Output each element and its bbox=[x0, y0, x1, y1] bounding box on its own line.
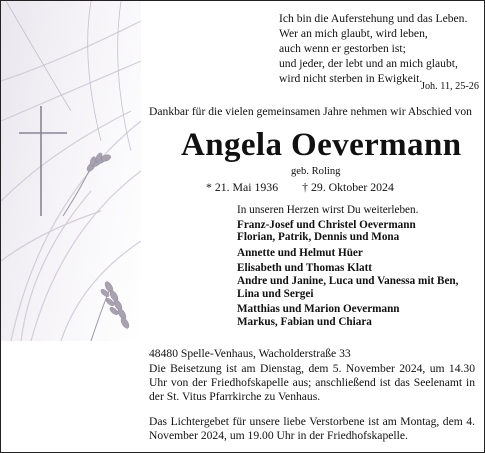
quote-line: auch wenn er gestorben ist; bbox=[279, 42, 406, 55]
life-dates bbox=[206, 180, 394, 195]
mourner-line: Markus, Fabian und Chiara bbox=[237, 315, 372, 328]
prayer-info: Das Lichtergebet für unsere liebe Verstorbene ist am Montag, dem 4. November 2024, um 19.00 Uhr in der Friedhofskapelle. bbox=[149, 415, 475, 442]
birth-name: geb. Roling bbox=[291, 166, 341, 177]
wheat-ear-icon bbox=[91, 280, 131, 341]
quote-line: wird nicht sterben in Ewigkeit. bbox=[279, 72, 423, 85]
mourner-line: Matthias und Marion Oevermann bbox=[237, 303, 400, 316]
mourner-line: Andre und Janine, Luca und Vanessa mit Ben, bbox=[237, 274, 459, 287]
quote-source: Joh. 11, 25-26 bbox=[421, 81, 479, 92]
mourners-heading: In unseren Herzen wirst Du weiterleben. bbox=[237, 204, 419, 216]
wheat-cross-illustration bbox=[1, 1, 141, 341]
family-address: 48480 Spelle-Venhaus, Wacholderstraße 33 bbox=[149, 347, 351, 360]
quote-line: Wer an mich glaubt, wird leben, bbox=[279, 27, 428, 40]
wheat-cross-artwork bbox=[1, 1, 141, 341]
mourner-line: Lina und Sergei bbox=[237, 287, 314, 300]
mourner-line: Annette und Helmut Hüer bbox=[237, 246, 363, 259]
funeral-info: Die Beisetzung ist am Dienstag, dem 5. November 2024, um 14.30 Uhr von der Friedhofskapelle aus; anschließend ist das Seelenamt in der St. Vitus Pfarrkirche zu Venhaus. bbox=[149, 362, 475, 403]
bible-quote bbox=[279, 11, 467, 86]
birth-date: * 21. Mai 1936 bbox=[206, 180, 279, 194]
mourner-line: Franz-Josef und Christel Oevermann bbox=[237, 218, 416, 231]
death-date: † 29. Oktober 2024 bbox=[302, 180, 394, 194]
quote-line: Ich bin die Auferstehung und das Leben. bbox=[279, 12, 468, 25]
cross-icon bbox=[19, 106, 67, 216]
wheat-ear-icon bbox=[63, 152, 112, 216]
mourner-line: Florian, Patrik, Dennis und Mona bbox=[237, 231, 400, 244]
intro-text: Dankbar für die vielen gemeinsamen Jahre nehmen wir Abschied von bbox=[149, 105, 472, 118]
mourners-list bbox=[237, 204, 458, 328]
deceased-name: Angela Oevermann bbox=[181, 127, 462, 163]
mourner-line: Elisabeth und Thomas Klatt bbox=[237, 262, 373, 275]
quote-line: und jeder, der lebt und an mich glaubt, bbox=[279, 57, 458, 70]
